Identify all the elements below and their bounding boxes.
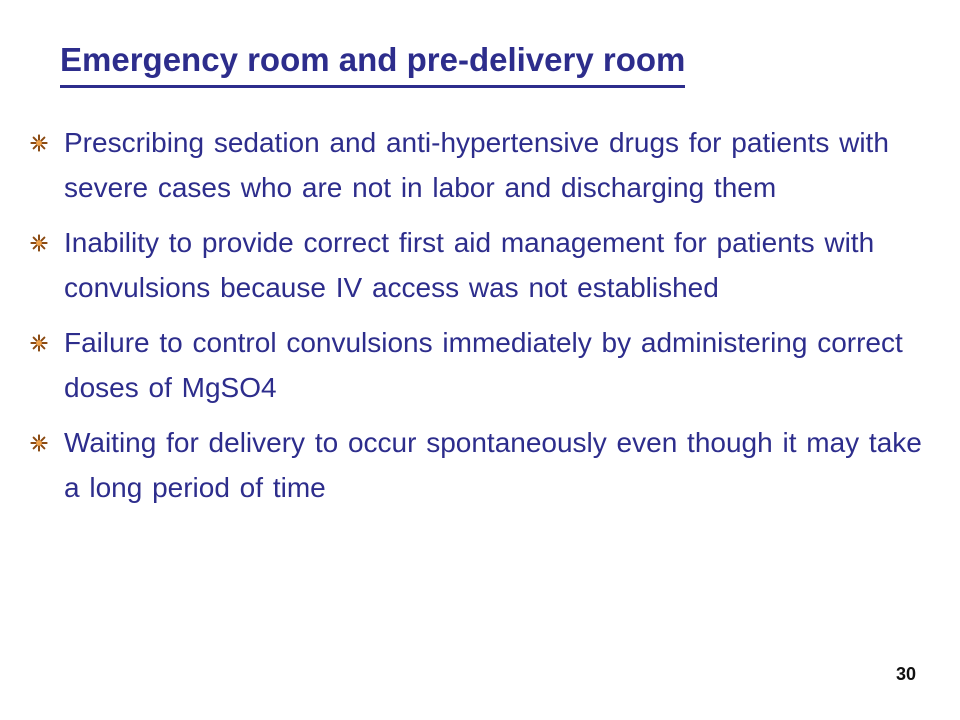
bullet-text: Failure to control convulsions immediately by administering correct doses of MgSO4 [64,327,903,403]
slide-title-text: Emergency room and pre-delivery room [60,38,685,88]
starburst-bullet-icon [30,134,48,152]
bullet-item [30,320,946,410]
starburst-bullet-icon [30,434,48,452]
starburst-bullet-icon [30,234,48,252]
bullet-text: Prescribing sedation and anti-hypertensive drugs for patients with severe cases who are not in labor and discharging them [64,127,889,203]
page-number: 30 [895,664,916,684]
bullet-item [30,120,946,210]
bullet-text: Inability to provide correct first aid management for patients with convulsions because IV access was not established [64,227,875,303]
bullet-item [30,220,946,310]
starburst-bullet-icon [30,334,48,352]
slide-title [60,38,880,88]
bullet-text: Waiting for delivery to occur spontaneously even though it may take a long period of time [64,427,922,503]
bullet-list [30,120,946,520]
bullet-item [30,420,946,510]
